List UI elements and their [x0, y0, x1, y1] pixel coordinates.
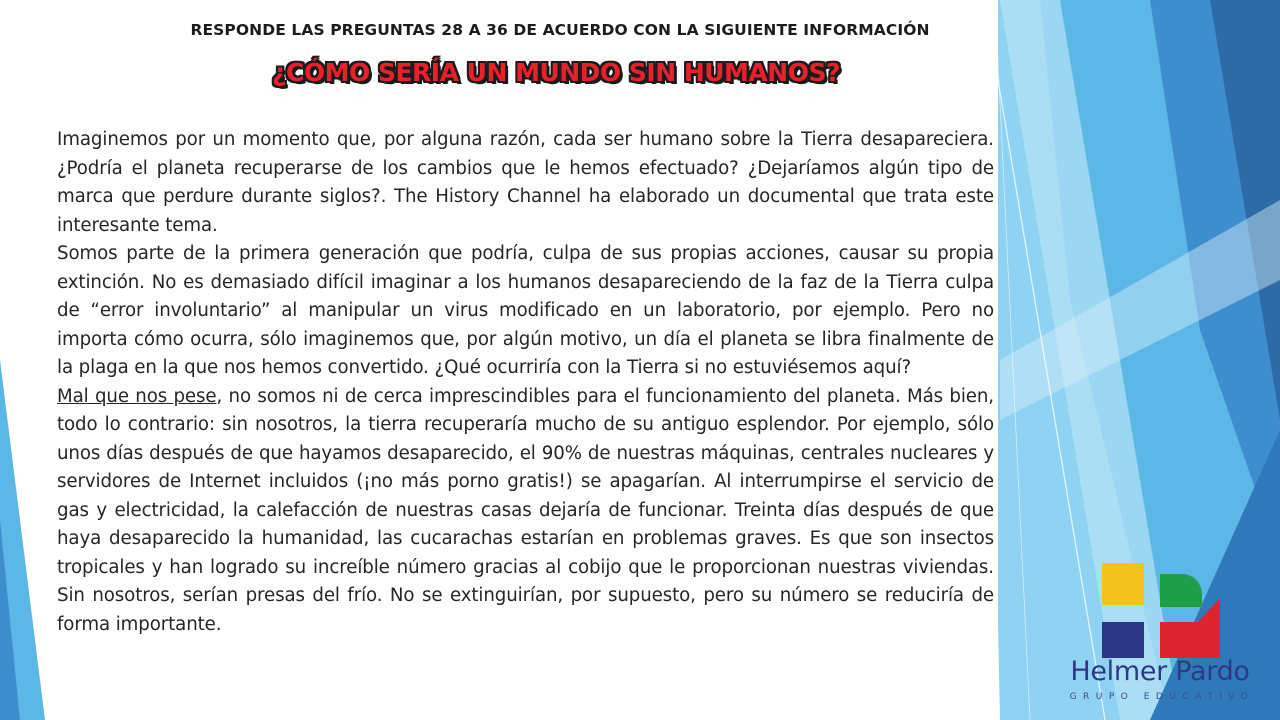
- brand-name: Helmer Pardo: [1070, 656, 1250, 687]
- brand-tagline: GRUPO EDUCATIVO: [1069, 692, 1255, 702]
- logo-mark-icon: [1058, 560, 1258, 710]
- paragraph-3: [57, 383, 994, 640]
- paragraph-2: Somos parte de la primera generación que podría, culpa de sus propias acciones, causar su propia extinción. No es demasiado difícil imaginar a los humanos desapareciendo de la faz de la Tierra culpa de “error involuntario” al manipular un virus modificado en un laboratorio, por ejemplo. Pero no importa cómo ocurra, sólo imaginemos que, por algún motivo, un día el planeta se libra finalmente de la plaga en la que nos hemos convertido. ¿Qué ocurriría con la Tierra si no estuviésemos aquí?: [57, 243, 994, 378]
- helmer-pardo-logo: [1058, 560, 1258, 710]
- underlined-phrase: Mal que nos pese: [57, 385, 217, 407]
- paragraph-3-rest: , no somos ni de cerca imprescindibles para el funcionamiento del planeta. Más bien, todo lo contrario: sin nosotros, la tierra recuperaría mucho de su antiguo esplendor. Por ejemplo, sólo unos días después de que hayamos desaparecido, el 90% de nuestras máquinas, centrales nucleares y servidores de Internet incluidos (¡no más porno gratis!) se apagarían. Al interrumpirse el servicio de gas y electricidad, la calefacción de nuestras casas dejaría de funcionar. Treinta días después de que haya desaparecido la humanidad, las cucarachas estarían en problemas graves. Es que son insectos tropicales y han logrado su increíble número gracias al cobijo que le proporcionan nuestras viviendas. Sin nosotros, serían presas del frío. No se extinguirían, por supuesto, pero su número se reduciría de forma importante.: [57, 385, 994, 635]
- paragraph-1: Imaginemos por un momento que, por alguna razón, cada ser humano sobre la Tierra desapareciera. ¿Podría el planeta recuperarse de los cambios que le hemos efectuado? ¿Dejaríamos algún tipo de marca que perdure durante siglos?. The History Channel ha elaborado un documental que trata este interesante tema.: [57, 129, 994, 236]
- reading-passage: [57, 126, 994, 639]
- page-title: ¿CÓMO SERÍA UN MUNDO SIN HUMANOS?: [272, 58, 840, 87]
- instruction-heading: RESPONDE LAS PREGUNTAS 28 A 36 DE ACUERDO CON LA SIGUIENTE INFORMACIÓN: [190, 21, 930, 39]
